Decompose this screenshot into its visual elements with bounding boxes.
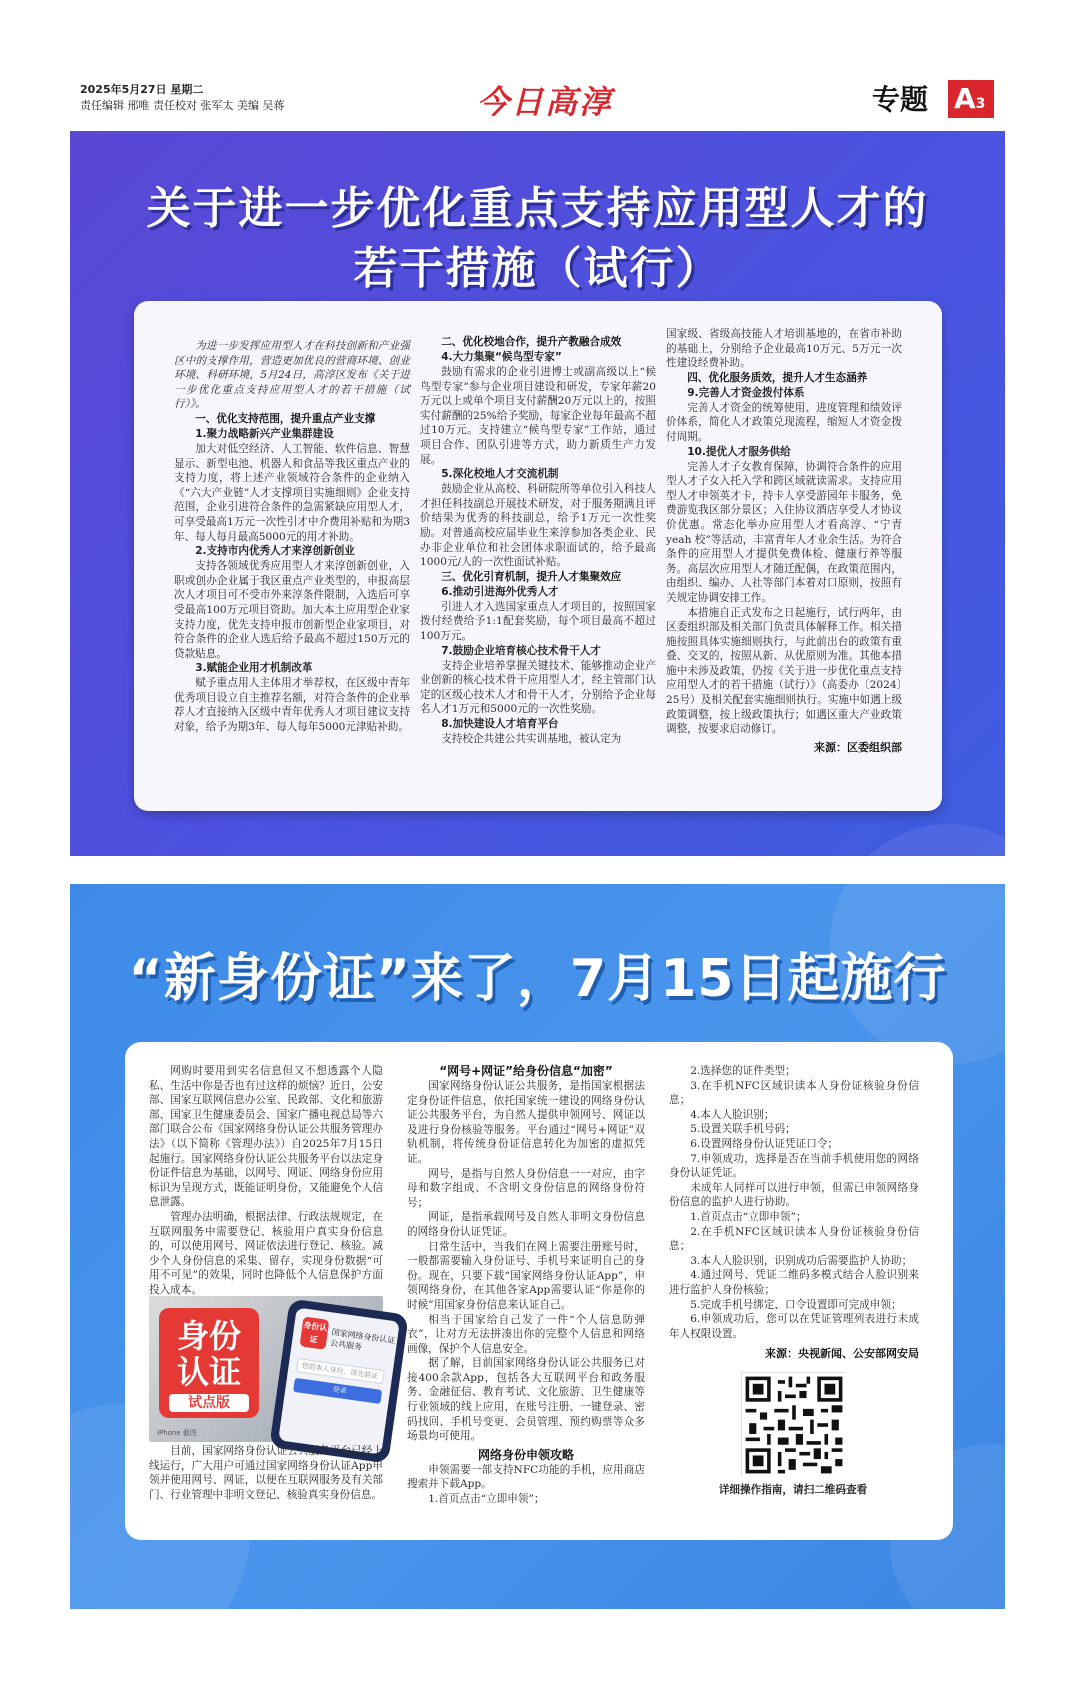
photo-caption: iPhone 截图: [157, 1429, 197, 1437]
section-heading-1: 一、优化支持范围，提升重点产业支撑: [195, 412, 376, 425]
identity-app-photo: [149, 1296, 396, 1442]
newspaper-masthead: 今日高淳: [476, 83, 613, 121]
paragraph: 加大对低空经济、人工智能、软件信息、智慧显示、新型电池、机器人和食品等我区重点产业的支持力度，将上述产业领域符合条件的企业纳入《“六大产业链”人才支撑项目实施细则》企业支持范围，企业引进符合条件的急需紧缺应用型人才，可享受最高1万元一次性引才中介费用补贴和为期3年、每人每月最高5000元的用才补助。: [174, 442, 410, 543]
paragraph: 据了解，目前国家网络身份认证公共服务已对接400余款App，包括各大互联网平台和政务服务、金融征信、教育考试、文化旅游、卫生健康等行业领域的线上应用，在账号注册、一键登录、密码找回、手机号变更、会员管理、预约购票等众多场景均可使用。: [407, 1357, 645, 1443]
step-item: 5.完成手机号绑定、口令设置即可完成申领；: [690, 1298, 902, 1311]
paragraph: 目前，国家网络身份认证公共服务平台已经上线运行，广大用户可通过国家网络身份认证App申领并使用网号、网证，以便在互联网服务及有关部门、行业管理中非明文登记、核验真实身份信息。: [149, 1445, 383, 1501]
page-letter: A: [954, 82, 976, 115]
step-item: 5.设置关联手机号码；: [690, 1123, 796, 1136]
header-info: [80, 82, 284, 114]
subheading-6: 6.推动引进海外优秀人才: [441, 585, 559, 598]
article-column-3: [666, 327, 902, 781]
paragraph: 相当于国家给自己发了一件“个人信息防弹衣”，让对方无法拼凑出你的完整个人信息和网络画像，保护个人信息安全。: [407, 1313, 645, 1355]
article-column-1: [174, 339, 410, 779]
paragraph: 网证，是指承载网号及自然人非明文身份信息的网络身份认证凭证。: [407, 1211, 645, 1238]
talent-measures-panel: [70, 131, 1005, 856]
paragraph: 1.首页点击“立即申领”；: [428, 1493, 545, 1506]
subheading-7: 7.鼓励企业培育核心技术骨干人才: [441, 644, 601, 657]
talent-article-title: [70, 179, 1005, 299]
step-item: 6.申领成功后，您可以在凭证管理列表进行未成年人权限设置。: [669, 1313, 919, 1340]
paragraph: 鼓励企业从高校、科研院所等单位引入科技人才担任科技副总开展技术研发，对于服务期满且评价结果为优秀的科技副总，给予1万元一次性奖励。对普通高校应届毕业生来淳参加各类企业、民办非企业单位和社会团体求职面试的，给予最高1000元/人的一次性面试补贴。: [420, 483, 656, 569]
page-number-badge: [948, 80, 994, 118]
paragraph: 未成年人同样可以进行申领，但需已申领网络身份信息的监护人进行协助。: [669, 1181, 919, 1209]
subheading-5: 5.深化校地人才交流机制: [441, 468, 559, 481]
lead-paragraph: 为进一步发挥应用型人才在科技创新和产业强区中的支撑作用，营造更加优良的营商环境、创业环境、科研环境，5月24日，高淳区发布《关于进一步优化重点支持应用型人才的若干措施（试行）》。: [174, 340, 410, 411]
subheading-4: 4.大力集聚“候鸟型专家”: [441, 351, 562, 363]
editor-credits: 责任编辑 邢唯 责任校对 张军太 美编 吴蒋: [80, 99, 285, 112]
subheading-1: 1.聚力战略新兴产业集群建设: [195, 427, 334, 440]
article-column-1-bottom: [149, 1444, 383, 1534]
step-item: 2.在手机NFC区域识读本人身份证核验身份信息；: [669, 1225, 919, 1253]
paragraph: 本措施自正式发布之日起施行，试行两年，由区委组织部及相关部门负责具体解释工作。相关措施按照具体实施细则执行，与此前出台的政策有重叠、交叉的，按照从新、从优原则为准。其他本措施中未涉及政策，仍按《关于进一步优化重点支持应用型人才的若干措施（试行）》（高委办〔2024〕25号）及相关配套实施细则执行。实施中如遇上级政策调整，按上级政策执行；如遇区重大产业政策调整，按要求启动修订。: [666, 606, 902, 736]
identity-badge-graphic: [159, 1308, 259, 1418]
phone-screen: [278, 1307, 400, 1454]
screen-field: 您的本人身份，请先验证: [296, 1358, 385, 1384]
digital-id-article-title: “新身份证”来了，7月15日起施行: [128, 949, 947, 1009]
article-column-2: [407, 1064, 645, 1534]
step-item: 3.在手机NFC区域识读本人身份证核验身份信息；: [669, 1079, 919, 1107]
digital-id-article-body: [125, 1042, 953, 1540]
paragraph: 国家网络身份认证公共服务，是指国家根据法定身份证件信息，依托国家统一建设的网络身份认证公共服务平台，为自然人提供申领网号、网证以及进行身份核验等服务。平台通过“网号+网证”双轨机制，将传统身份证信息转化为加密的虚拟凭证。: [407, 1080, 645, 1165]
section-heading-4: 四、优化服务质效，提升人才生态涵养: [687, 371, 868, 384]
badge-text: 认证: [176, 1353, 241, 1391]
paragraph: 完善人才子女教育保障，协调符合条件的应用型人才子女入托入学和跨区域就读需求。支持应用型人才申领英才卡，持卡人享受游园年卡服务，免费游览我区部分景区；入住协议酒店享受人才协议价优惠。常态化举办应用型人才看高淳、“宁青yeah 校”等活动，丰富青年人才业余生活。为符合条件的应用型人才提供免费体检、健康行养等服务。高层次应用型人才随迁配偶，在政策范围内，由组织、编办、人社等部门本着对口原则，按照有关规定协调安排工作。: [666, 460, 902, 604]
badge-text: 身份: [176, 1317, 241, 1355]
step-item: 7.申领成功，选择是否在当前手机使用您的网络身份认证凭证。: [669, 1152, 919, 1180]
subheading-10: 10.提优人才服务供给: [687, 445, 791, 458]
qr-code-image: [742, 1373, 846, 1477]
app-icon: 身份认证: [299, 1316, 329, 1349]
section-heading-2: 二、优化校地合作，提升产教融合成效: [441, 336, 622, 348]
paragraph: 网号，是指与自然人身份信息一一对应，由字母和数字组成、不含明文身份信息的网络身份符号；: [407, 1167, 645, 1209]
subheading-guide: 网络身份申领攻略: [477, 1447, 574, 1462]
paragraph: 赋予重点用人主体用才举荐权，在区级中青年优秀项目设立自主推荐名额，对符合条件的企业举荐人才直接纳入区级中青年优秀人才项目建议支持对象，给予为期3年、每人每年5000元津贴补助。: [174, 677, 410, 734]
paragraph: 网购时要用到实名信息但又不想透露个人隐私、生活中你是否也有过这样的烦恼？近日，公安部、国家互联网信息办公室、民政部、文化和旅游部、国家卫生健康委员会、国家广播电视总局等六部门联合公布《国家网络身份认证公共服务管理办法》（以下简称《管理办法》）自2025年7月15日起施行。国家网络身份认证公共服务平台以法定身份证件信息为基础，以网号、网证、网络身份应用标识为呈现方式，既能证明身份，又能避免个人信息泄露。: [149, 1065, 383, 1209]
source-credit: 来源：区委组织部: [814, 740, 902, 754]
article-column-2: [420, 335, 656, 781]
step-item: 2.选择您的证件类型；: [690, 1065, 796, 1077]
phone-graphic: [269, 1298, 409, 1463]
paragraph: 支持校企共建公共实训基地，被认定为: [441, 732, 622, 745]
qr-code[interactable]: [741, 1372, 845, 1476]
title-line-2: 若干措施（试行）: [353, 243, 722, 294]
subheading-8: 8.加快建设人才培育平台: [441, 717, 559, 730]
step-item: 3.本人人脸识别，识别成功后需要监护人协助；: [690, 1254, 913, 1267]
paragraph: 支持各领域优秀应用型人才来淳创新创业，入职或创办企业属于我区重点产业类型的，申报高层次人才项目可不受市外来淳条件限制，入选后可享受最高100万元项目资助。加大本土应用型企业家支持力度，优先支持申报市创新型企业家项目，对符合条件的企业人选后给予最高不超过150万元的贷款贴息。: [174, 560, 410, 660]
paragraph: 支持企业培养掌握关键技术、能够推动企业产业创新的核心技术骨干应用型人才，经主管部门认定的区级心技术人才和骨干人才，分别给予企业每名人才1万元和5000元的一次性奖励。: [420, 659, 656, 716]
paragraph: 管理办法明确，根据法律、行政法规规定，在互联网服务中需要登记、核验用户真实身份信息的，可以使用网号、网证依法进行登记、核验。减少个人身份信息的采集、留存，实现身份数据“可用不可见”的效果，同时也降低个人信息保护方面投入成本。: [149, 1210, 383, 1296]
step-item: 4.本人人脸识别；: [690, 1108, 775, 1121]
section-title: 专题: [872, 83, 929, 116]
qr-caption: 详细操作指南，请扫二维码查看: [718, 1484, 868, 1496]
source-credit: 来源：央视新闻、公安部网安局: [765, 1347, 919, 1361]
paragraph: 引进人才入选国家重点人才项目的，按照国家拨付经费给予1:1配套奖励，每个项目最高不超过100万元。: [420, 600, 656, 642]
step-item: 1.首页点击“立即申领”；: [690, 1210, 807, 1223]
paragraph: 日常生活中，当我们在网上需要注册账号时，一般都需要输入身份证号、手机号来证明自己的身份。现在，只要下载“国家网络身份认证App”，申领网络身份，在其他各家App需要认证“你是你的时候”用国家身份信息来认证自己。: [407, 1240, 645, 1311]
subheading-3: 3.赋能企业用才机制改革: [195, 662, 313, 675]
app-title: 国家网络身份认证公共服务: [329, 1327, 396, 1352]
subheading-encryption: “网号+网证”给身份信息“加密”: [439, 1064, 613, 1078]
paragraph: 完善人才资金的统筹使用、进度管理和绩效评价体系，简化人才政策兑现流程，缩短人才资金拨付周期。: [666, 401, 902, 443]
subheading-9: 9.完善人才资金拨付体系: [687, 386, 805, 399]
subheading-2: 2.支持市内优秀人才来淳创新创业: [195, 545, 355, 558]
paragraph: 国家级、省级高技能人才培训基地的，在省市补助的基础上，分别给予企业最高10万元、5万元一次性建设经费补助。: [666, 328, 902, 370]
screen-button: 登录: [293, 1378, 382, 1404]
section-heading-3: 三、优化引育机制，提升人才集聚效应: [441, 570, 622, 583]
paragraph: 鼓励有需求的企业引进博士或副高级以上“候鸟型专家”参与企业项目建设和研发，专家年薪20万元以上或单个项目支付薪酬20万元以上的，按照实付薪酬的25%给予奖励，每家企业每年最高不超过10万元。支持建立“候鸟型专家”工作站，通过项目合作、团队引进等方式，助力新质生产力发展。: [420, 366, 656, 466]
badge-subtitle: 试点版: [169, 1394, 249, 1412]
step-item: 4.通过网号、凭证二维码多模式结合人脸识别来进行监护人身份核验；: [669, 1269, 919, 1296]
article-column-3: [669, 1064, 919, 1361]
issue-date: 2025年5月27日 星期二: [80, 83, 204, 96]
article-column-1: [149, 1064, 383, 1296]
step-item: 6.设置网络身份认证凭证口令；: [690, 1137, 839, 1150]
paragraph: 申领需要一部支持NFC功能的手机，应用商店搜索并下载App。: [407, 1463, 645, 1491]
talent-article-body: [134, 301, 942, 811]
page-number: 3: [975, 96, 986, 112]
title-line-1: 关于进一步优化重点支持应用型人才的: [146, 183, 929, 234]
digital-id-panel: [70, 884, 1005, 1609]
